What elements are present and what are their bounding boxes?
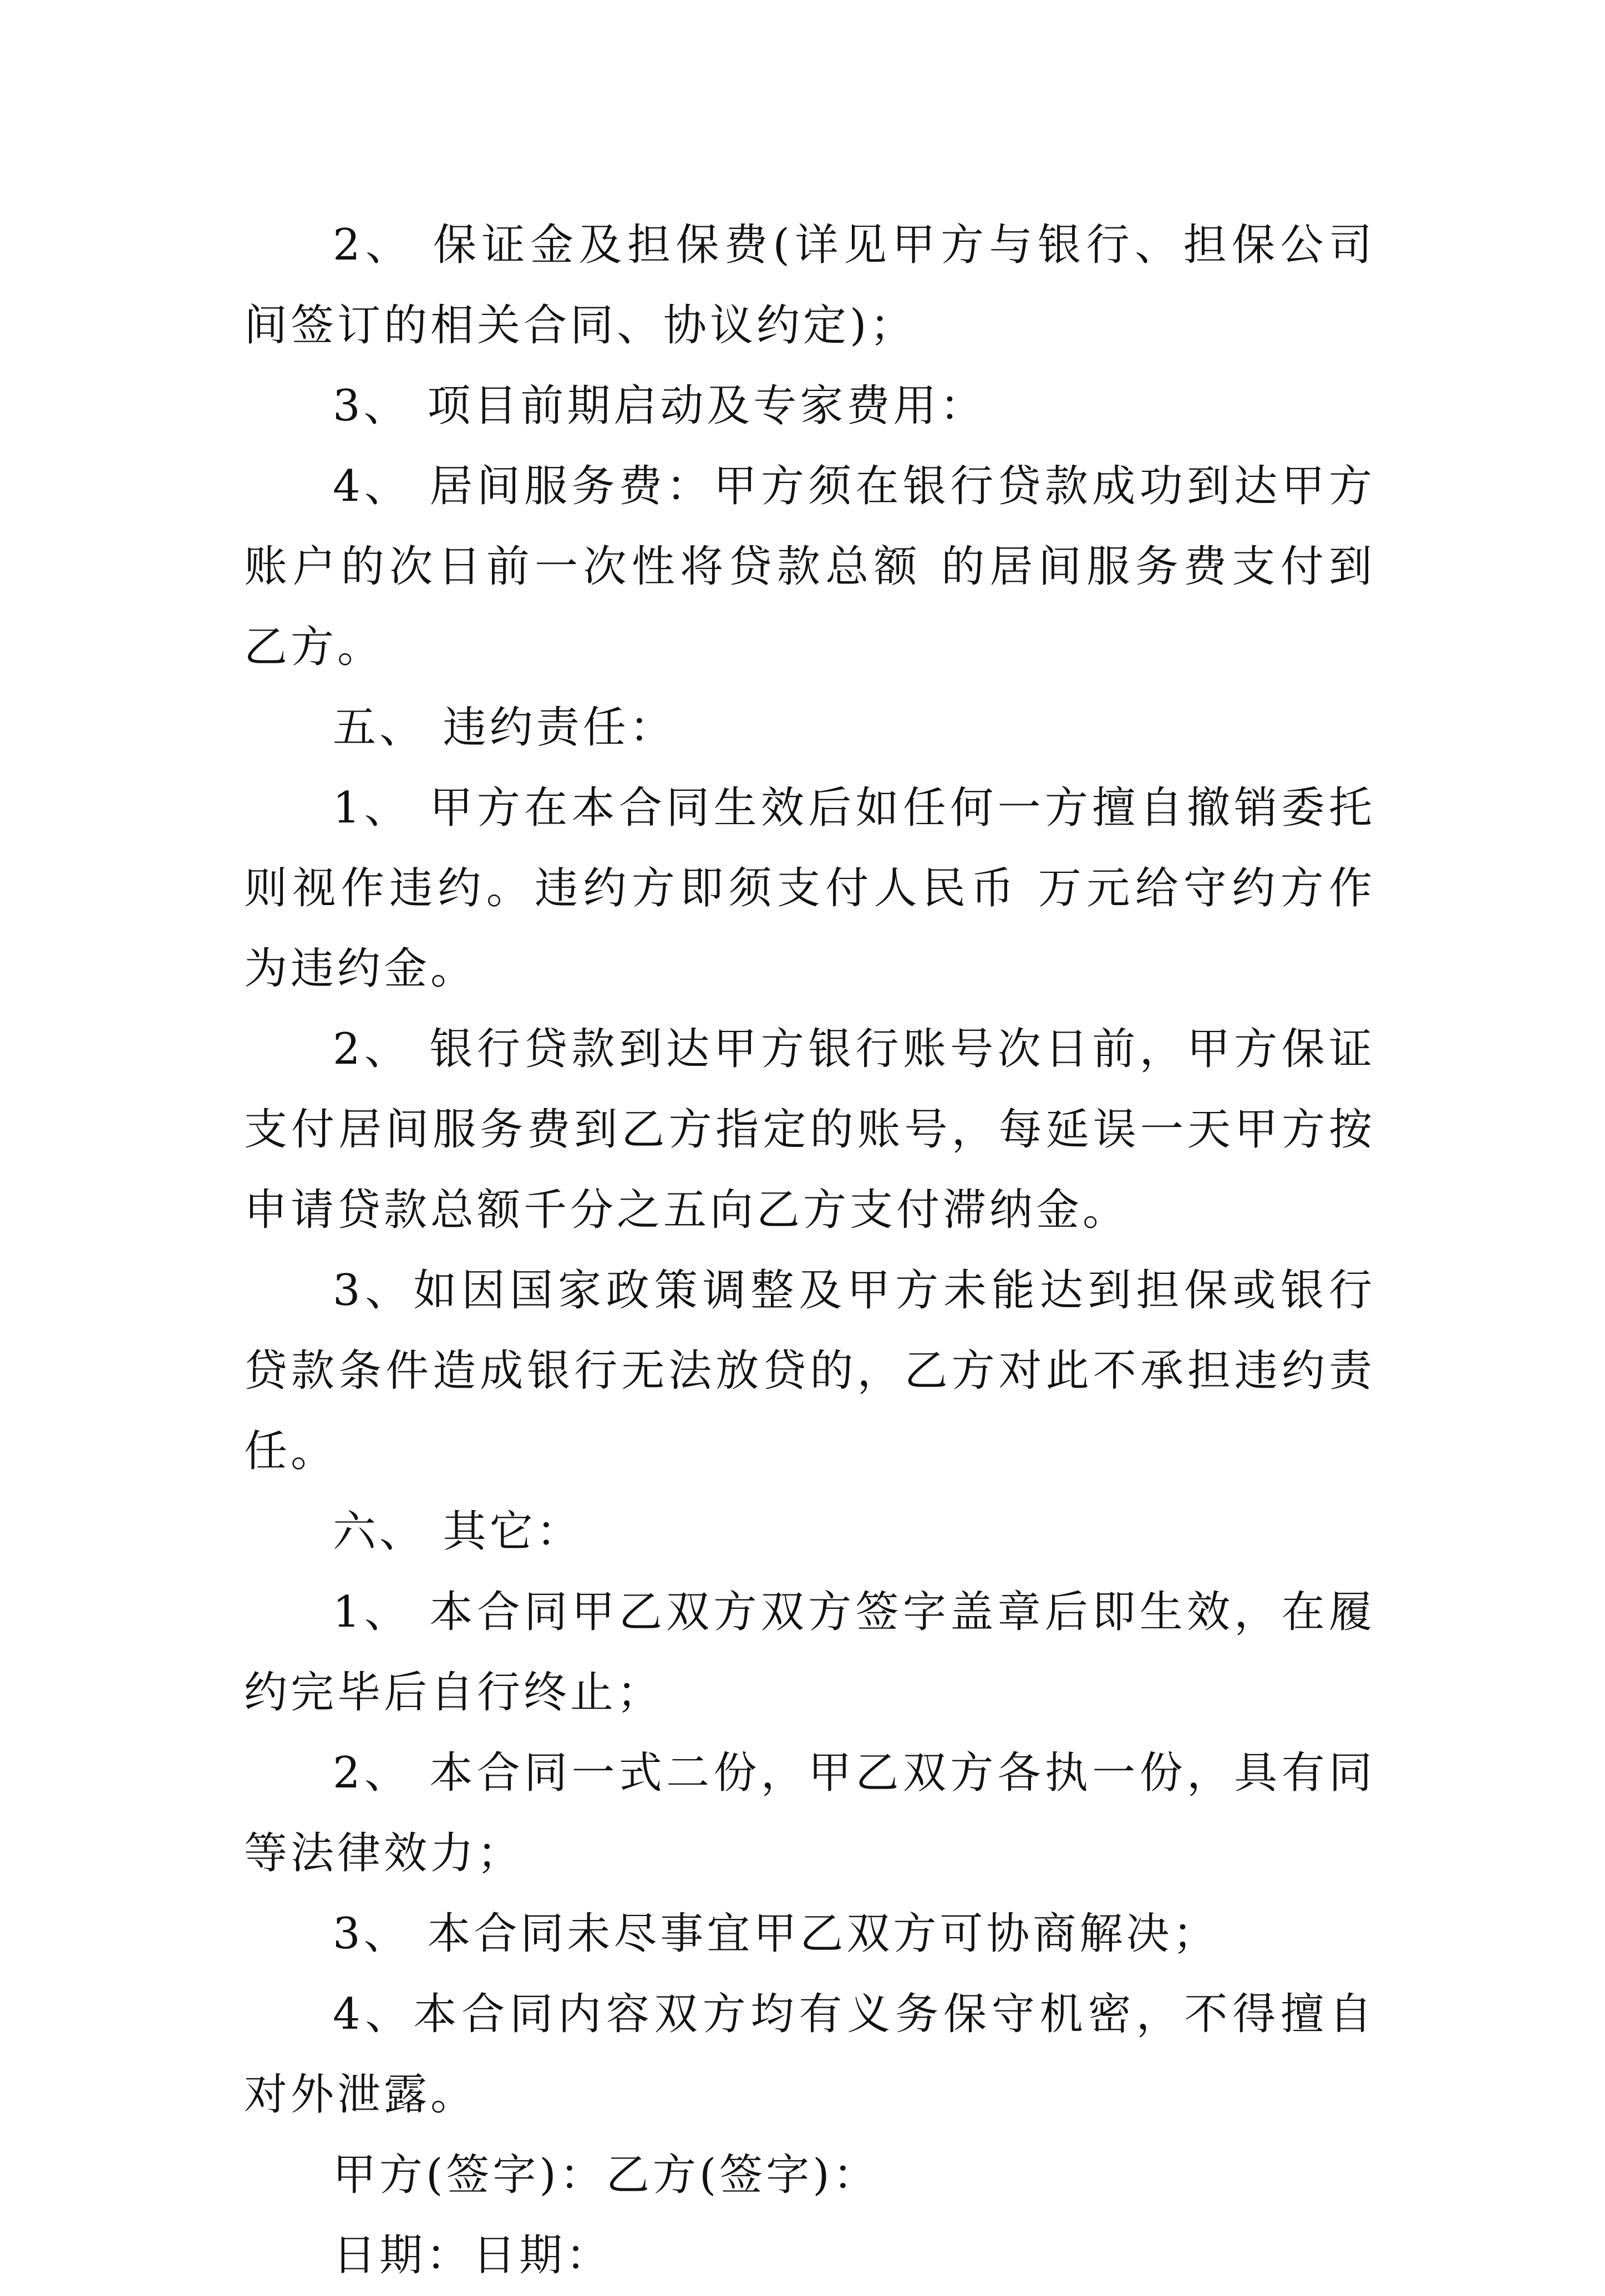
paragraph-other-1: 1、 本合同甲乙双方双方签字盖章后即生效，在履约完毕后自行终止； bbox=[244, 1587, 1375, 1718]
paragraph-project-startup-fee: 3、 项目前期启动及专家费用： bbox=[333, 381, 987, 431]
contract-body bbox=[244, 205, 1375, 2296]
party-b-signature-label: 乙方(签字)： bbox=[606, 2150, 880, 2200]
signature-line bbox=[244, 2135, 1375, 2216]
paragraph-deposit-guarantee-fee: 2、 保证金及担保费(详见甲方与银行、担保公司间签订的相关合同、协议约定)； bbox=[244, 220, 1375, 351]
paragraph-breach-1: 1、 甲方在本合同生效后如任何一方擅自撤销委托则视作违约。违约方即须支付人民币 万元给守约方作为违约金。 bbox=[244, 783, 1375, 994]
paragraph-breach-3: 3、如因国家政策调整及甲方未能达到担保或银行贷款条件造成银行无法放贷的，乙方对此不承担违约责任。 bbox=[244, 1266, 1375, 1476]
section-heading-other: 六、 其它： bbox=[333, 1507, 583, 1557]
paragraph-intermediary-service-fee: 4、 居间服务费：甲方须在银行贷款成功到达甲方账户的次日前一次性将贷款总额 的居间服务费支付到乙方。 bbox=[244, 461, 1375, 672]
paragraph-other-4: 4、本合同内容双方均有义务保守机密，不得擅自对外泄露。 bbox=[244, 1989, 1375, 2120]
party-a-date-label: 日期： bbox=[333, 2231, 473, 2280]
paragraph-other-3: 3、 本合同未尽事宜甲乙双方可协商解决； bbox=[333, 1909, 1220, 1959]
date-line bbox=[244, 2216, 1375, 2296]
paragraph-breach-2: 2、 银行贷款到达甲方银行账号次日前，甲方保证支付居间服务费到乙方指定的账号，每延误一天甲方按申请贷款总额千分之五向乙方支付滞纳金。 bbox=[244, 1024, 1375, 1235]
party-b-date-label: 日期： bbox=[473, 2231, 613, 2280]
paragraph-other-2: 2、 本合同一式二份，甲乙双方各执一份，具有同等法律效力； bbox=[244, 1748, 1375, 1878]
party-a-signature-label: 甲方(签字)： bbox=[333, 2150, 606, 2200]
section-heading-breach-liability: 五、 违约责任： bbox=[333, 703, 676, 753]
